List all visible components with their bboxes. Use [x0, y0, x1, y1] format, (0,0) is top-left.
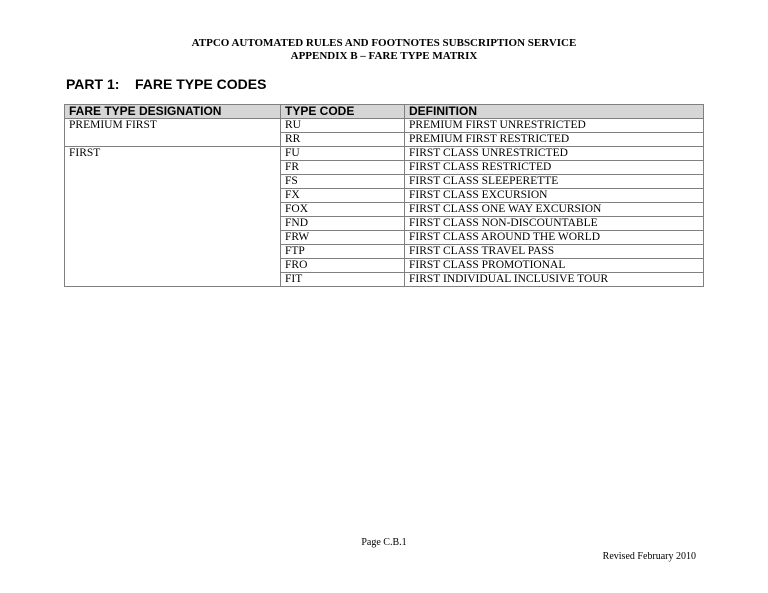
definition-cell: FIRST CLASS SLEEPERETTE — [405, 175, 704, 189]
definition-cell: FIRST CLASS EXCURSION — [405, 189, 704, 203]
type-code-cell: FU — [281, 147, 405, 161]
table-row — [65, 119, 704, 133]
column-header-type-code: TYPE CODE — [281, 105, 405, 119]
fare-type-table — [64, 104, 704, 287]
table-row — [65, 147, 704, 161]
type-code-cell: FTP — [281, 245, 405, 259]
document-header — [0, 37, 768, 63]
definition-cell: FIRST CLASS PROMOTIONAL — [405, 259, 704, 273]
column-header-designation: FARE TYPE DESIGNATION — [65, 105, 281, 119]
header-title: ATPCO AUTOMATED RULES AND FOOTNOTES SUBSCRIPTION SERVICE — [191, 37, 577, 49]
table-body — [65, 119, 704, 287]
definition-cell: FIRST CLASS AROUND THE WORLD — [405, 231, 704, 245]
type-code-cell: FR — [281, 161, 405, 175]
type-code-cell: FX — [281, 189, 405, 203]
definition-cell: FIRST CLASS NON-DISCOUNTABLE — [405, 217, 704, 231]
definition-cell: FIRST CLASS UNRESTRICTED — [405, 147, 704, 161]
section-title: PART 1: FARE TYPE CODES — [66, 76, 267, 92]
type-code-cell: FND — [281, 217, 405, 231]
type-code-cell: FOX — [281, 203, 405, 217]
definition-cell: FIRST CLASS ONE WAY EXCURSION — [405, 203, 704, 217]
type-code-cell: FIT — [281, 273, 405, 287]
type-code-cell: RR — [281, 133, 405, 147]
header-subtitle: APPENDIX B – FARE TYPE MATRIX — [290, 50, 478, 62]
revision-date: Revised February 2010 — [602, 551, 696, 562]
fare-type-designation: FIRST — [65, 147, 281, 287]
type-code-cell: RU — [281, 119, 405, 133]
definition-cell: PREMIUM FIRST RESTRICTED — [405, 133, 704, 147]
definition-cell: FIRST CLASS RESTRICTED — [405, 161, 704, 175]
page-number: Page C.B.1 — [361, 537, 407, 548]
type-code-cell: FRW — [281, 231, 405, 245]
type-code-cell: FRO — [281, 259, 405, 273]
definition-cell: PREMIUM FIRST UNRESTRICTED — [405, 119, 704, 133]
column-header-definition: DEFINITION — [405, 105, 704, 119]
type-code-cell: FS — [281, 175, 405, 189]
definition-cell: FIRST CLASS TRAVEL PASS — [405, 245, 704, 259]
fare-type-designation: PREMIUM FIRST — [65, 119, 281, 147]
table-header-row — [65, 105, 704, 119]
definition-cell: FIRST INDIVIDUAL INCLUSIVE TOUR — [405, 273, 704, 287]
